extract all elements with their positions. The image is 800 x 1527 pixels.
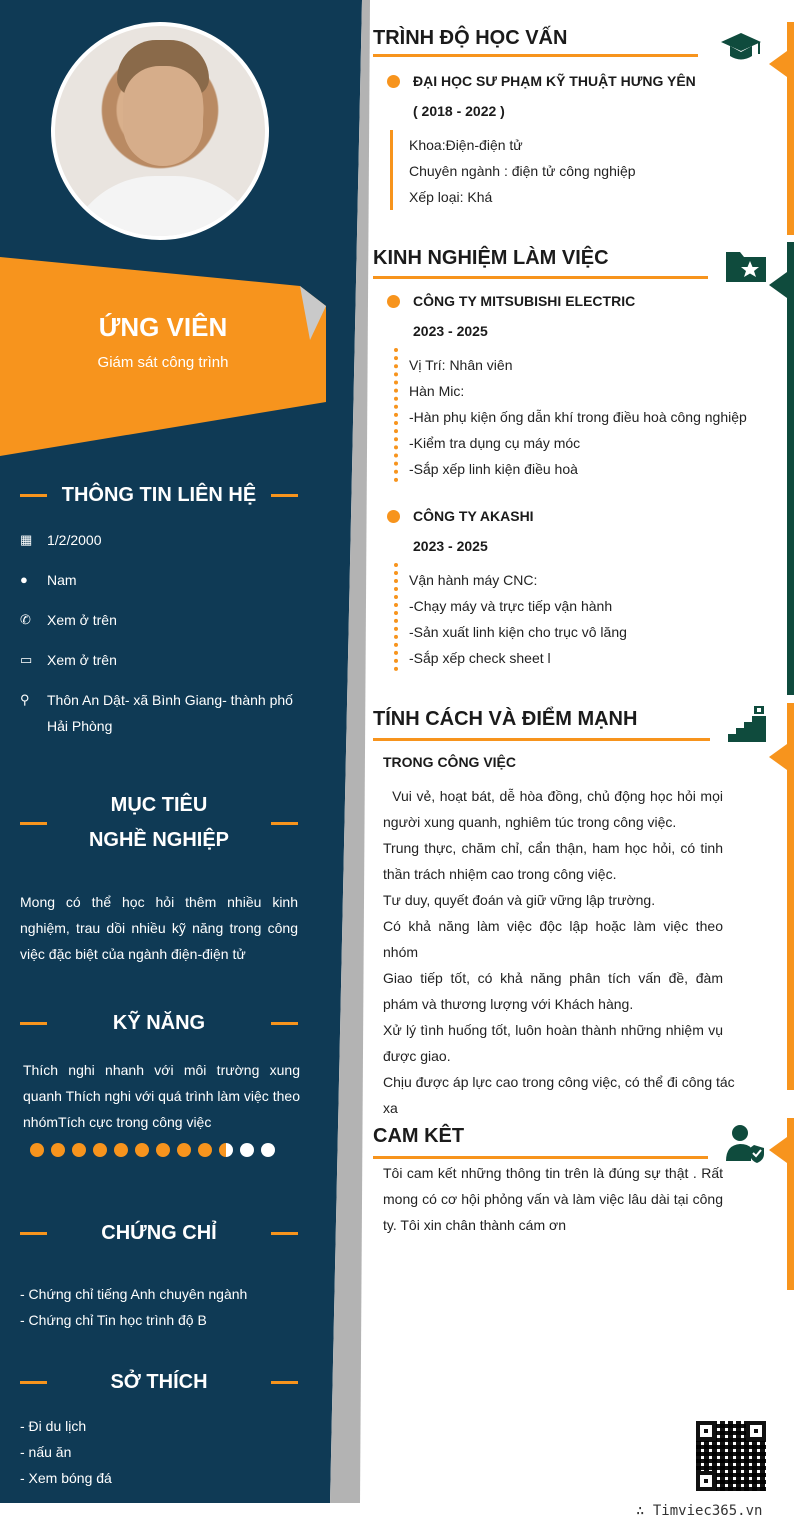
experience-underline (373, 276, 708, 279)
job-line: -Sắp xếp linh kiện điều hoà (409, 461, 578, 477)
commitment-heading: CAM KÊT (373, 1125, 465, 1147)
education-timeline (390, 130, 393, 210)
commitment-text: Tôi cam kết những thông tin trên là đúng sự thật . Rất mong có cơ hội phỏng vấn và làm việc lâu dài tại công ty. Tôi xin chân thành cám ơn (383, 1165, 723, 1233)
skill-rating-dot (93, 1143, 107, 1157)
stairs-goal-icon (726, 704, 770, 744)
company-name: CÔNG TY AKASHI (413, 508, 534, 524)
contact-email: ▭ Xem ở trên (20, 647, 305, 673)
skill-rating-dot (72, 1143, 86, 1157)
objective-text: Mong có thể học hỏi thêm nhiều kinh nghiệm, trau dồi nhiều kỹ năng trong công việc đặc biệt của ngành điện-điện tử (20, 894, 298, 962)
education-heading: TRÌNH ĐỘ HỌC VẤN (373, 27, 568, 49)
company-bullet (387, 295, 400, 308)
education-line: Xếp loại: Khá (409, 189, 493, 205)
skill-rating-dot (156, 1143, 170, 1157)
job-timeline (394, 348, 398, 482)
job-title: Giám sát công trình (97, 354, 229, 371)
skills-heading: KỸ NĂNG (20, 1006, 298, 1041)
hobby-item: - Đi du lịch (20, 1418, 87, 1434)
school-period: ( 2018 - 2022 ) (413, 103, 505, 119)
education-underline (373, 54, 698, 57)
commitment-side-bar (787, 1118, 794, 1290)
school-bullet (387, 75, 400, 88)
school-name: ĐẠI HỌC SƯ PHẠM KỸ THUẬT HƯNG YÊN (413, 73, 696, 89)
skill-rating-dot (240, 1143, 254, 1157)
contact-gender: ● Nam (20, 567, 305, 593)
email-icon: ▭ (20, 652, 33, 667)
company-period: 2023 - 2025 (413, 538, 488, 554)
education-line: Chuyên ngành : điện tử công nghiệp (409, 163, 636, 179)
skill-rating-dot (177, 1143, 191, 1157)
contact-address: ⚲ Thôn An Dật- xã Bình Giang- thành phố Hải Phòng (20, 687, 305, 739)
hobby-item: - Xem bóng đá (20, 1470, 112, 1486)
company-name: CÔNG TY MITSUBISHI ELECTRIC (413, 293, 636, 309)
hobby-item: - nấu ăn (20, 1444, 72, 1460)
calendar-icon: ▦ (20, 532, 33, 547)
experience-side-marker (769, 272, 787, 298)
user-icon: ● (20, 572, 28, 587)
strengths-underline (373, 738, 710, 741)
education-side-marker (769, 51, 787, 77)
experience-heading: KINH NGHIỆM LÀM VIỆC (373, 247, 609, 269)
strength-line: Xử lý tình huống tốt, luôn hoàn thành những nhiệm vụ được giao. (383, 1022, 723, 1064)
strength-line: Vui vẻ, hoạt bát, dễ hòa đồng, chủ động học hỏi mọi người xung quanh, nghiêm túc trong công việc. (383, 788, 727, 830)
education-side-bar (787, 22, 794, 235)
job-timeline (394, 563, 398, 671)
strength-line: Trung thực, chăm chỉ, cẩn thận, ham học hỏi, có tinh thần trách nhiệm cao trong công việc. (383, 840, 723, 882)
education-line: Khoa:Điện-điện tử (409, 137, 523, 153)
strength-line: Giao tiếp tốt, có khả năng phân tích vấn đề, đàm phám và thương lượng với Khách hàng. (383, 970, 723, 1012)
avatar-photo (51, 22, 269, 240)
job-line: -Sắp xếp check sheet l (409, 650, 551, 666)
skill-rating-dot (30, 1143, 44, 1157)
job-line: Hàn Mic: (409, 383, 465, 399)
contact-birthdate: ▦ 1/2/2000 (20, 527, 305, 553)
strengths-heading: TÍNH CÁCH VÀ ĐIỂM MẠNH (373, 708, 638, 730)
brand-watermark: ∴ Timviec365.vn (636, 1503, 763, 1519)
graduation-cap-icon (719, 28, 763, 68)
job-line: -Chạy máy và trực tiếp vận hành (409, 598, 613, 614)
skill-rating-dot (261, 1143, 275, 1157)
contact-heading: THÔNG TIN LIÊN HỆ (20, 478, 298, 513)
strength-line: Có khả năng làm việc độc lập hoặc làm việc theo nhóm (383, 918, 723, 960)
strength-line: Chịu được áp lực cao trong công việc, có thể đi công tác xa (383, 1074, 735, 1116)
strengths-side-bar (787, 703, 794, 1090)
skill-rating-dot (135, 1143, 149, 1157)
qr-code (696, 1421, 766, 1491)
certificate-item: - Chứng chỉ tiếng Anh chuyên ngành (20, 1286, 248, 1302)
job-line: Vị Trí: Nhân viên (409, 357, 513, 373)
job-line: Vận hành máy CNC: (409, 572, 538, 588)
strengths-side-marker (769, 744, 787, 770)
phone-icon: ✆ (20, 612, 31, 627)
job-line: -Kiểm tra dụng cụ máy móc (409, 435, 581, 451)
skill-rating-dot (51, 1143, 65, 1157)
objective-heading: MỤC TIÊU NGHỀ NGHIỆP (20, 788, 298, 858)
skill-rating-dot (219, 1143, 233, 1157)
certificates-heading: CHỨNG CHỈ (20, 1216, 298, 1251)
strengths-subheading: TRONG CÔNG VIỆC (383, 754, 517, 770)
company-period: 2023 - 2025 (413, 323, 488, 339)
job-line: -Sản xuất linh kiện cho trục vô lăng (409, 624, 627, 640)
job-line: -Hàn phụ kiện ống dẫn khí trong điều hoà công nghiệp (409, 409, 747, 425)
strength-line: Tư duy, quyết đoán và giữ vững lập trường. (383, 892, 656, 908)
certificate-item: - Chứng chỉ Tin học trình độ B (20, 1312, 207, 1328)
contact-phone: ✆ Xem ở trên (20, 607, 305, 633)
location-icon: ⚲ (20, 692, 30, 707)
skill-rating (30, 1143, 275, 1157)
experience-side-bar (787, 242, 794, 695)
candidate-name: ỨNG VIÊN (98, 312, 228, 342)
hobbies-heading: SỞ THÍCH (20, 1365, 298, 1400)
skill-rating-dot (198, 1143, 212, 1157)
user-shield-icon (724, 1123, 768, 1163)
commitment-underline (373, 1156, 708, 1159)
company-bullet (387, 510, 400, 523)
folder-star-icon (724, 246, 768, 286)
skill-rating-dot (114, 1143, 128, 1157)
commitment-side-marker (769, 1137, 787, 1163)
skills-text: Thích nghi nhanh với môi trường xung quanh Thích nghi với quá trình làm việc theo nhómTích cực trong công việc (23, 1062, 300, 1130)
